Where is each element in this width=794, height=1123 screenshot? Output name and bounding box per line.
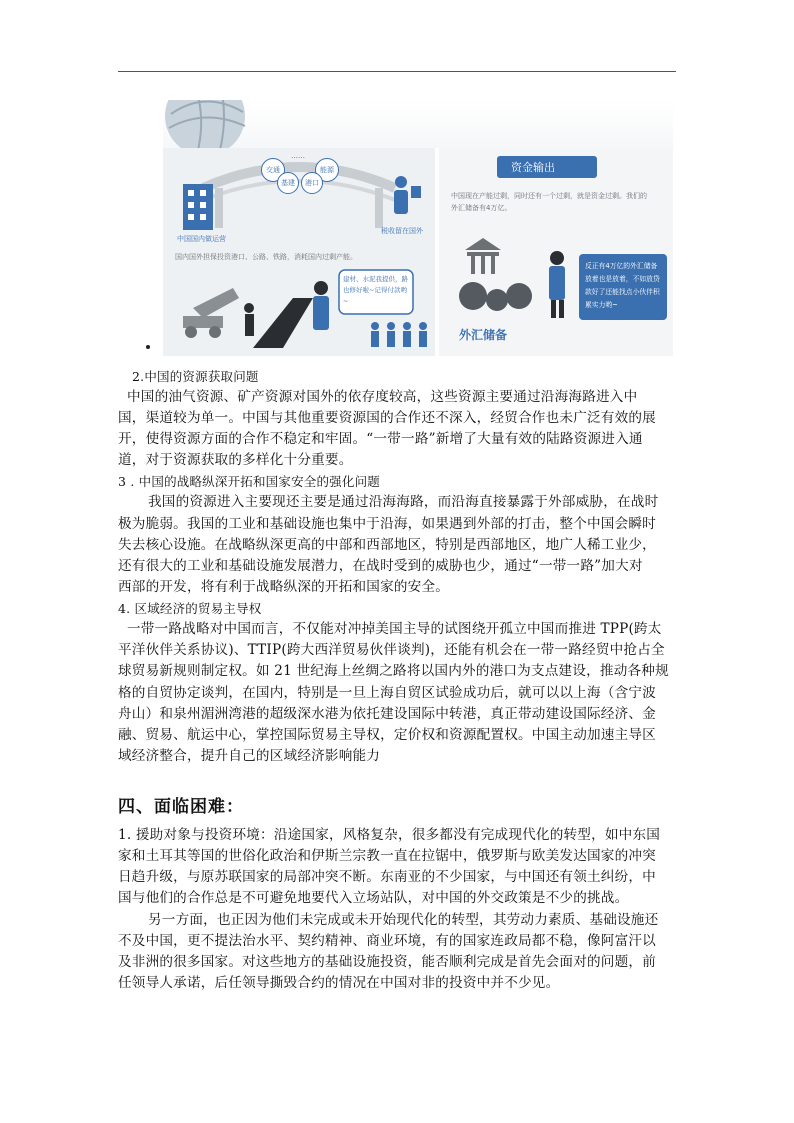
difficulty-p2-line-3: 及非洲的很多国家。对这些地方的基础设施投资，能否顺利完成是首先会面对的问题，前 bbox=[118, 954, 656, 970]
section3-line-2: 极为脆弱。我国的工业和基础设施也集中于沿海，如果遇到外部的打击，整个中国会瞬时 bbox=[118, 516, 656, 532]
section3-line-4: 还有很大的工业和基础设施发展潜力，在战时受到的威胁也少，通过“一带一路”加大对 bbox=[118, 558, 643, 574]
section4-line-6: 融、贸易、航运中心，掌控国际贸易主导权，定价权和资源配置权。中国主动加速主导区 bbox=[118, 727, 656, 743]
section4-line-2: 平洋伙伴关系协议)、TTIP(跨大西洋贸易伙伴谈判)，还能有机会在一带一路经贸中抢占全 bbox=[118, 642, 665, 658]
section4-line-3: 球贸易新规则制定权。如 21 世纪海上丝绸之路将以国内外的港口为支点建设，推动各种规 bbox=[118, 663, 669, 679]
bank-icon bbox=[465, 238, 501, 256]
label-transport: 交通 bbox=[261, 158, 285, 182]
difficulty-p2-line-4: 任领导人承诺，后任领导撕毁合约的情况在中国对非的投资中并不少见。 bbox=[118, 975, 560, 991]
list-bullet bbox=[146, 345, 150, 349]
section2-title: 2.中国的资源获取问题 bbox=[132, 369, 259, 384]
difficulty-p1-line-2: 家和土耳其等国的世俗化政治和伊斯兰宗教一直在拉锯中，俄罗斯与欧美发达国家的冲突 bbox=[118, 848, 656, 864]
difficulty-p2-line-2: 不及中国，更不提法治水平、契约精神、商业环境，有的国家连政局都不稳，像阿富汗以 bbox=[118, 933, 656, 949]
fx-reserve-label: 外汇储备 bbox=[459, 328, 508, 342]
label-port: 港口 bbox=[301, 172, 323, 194]
section4-line-1: 一带一路战略对中国而言，不仅能对冲掉美国主导的试图绕开孤立中国而推进 TPP(跨太 bbox=[127, 621, 662, 637]
difficulty-p2-line-1: 另一方面，也正因为他们未完成或未开始现代化的转型，其劳动力素质、基础设施还 bbox=[148, 912, 659, 928]
section3-line-3: 失去核心设施。在战略纵深更高的中部和西部地区，特别是西部地区，地广人稀工业少， bbox=[118, 537, 656, 553]
label-infrastructure: 基建 bbox=[277, 172, 299, 194]
label-dots: …… bbox=[291, 152, 305, 160]
label-domestic-ops: 中国国内做运营 bbox=[177, 235, 226, 243]
section2-line-4: 道，对于资源获取的多样化十分重要。 bbox=[118, 452, 353, 468]
section-four-heading: 四、面临困难： bbox=[118, 797, 244, 817]
person-icon bbox=[395, 176, 407, 188]
section4-line-4: 格的自贸协定谈判，在国内，特别是一旦上海自贸区试验成功后，就可以以上海（含宁波 bbox=[118, 685, 656, 701]
section2-line-2: 国，渠道较为单一。中国与其他重要资源国的合作还不深入，经贸合作也未广泛有效的展 bbox=[118, 410, 656, 426]
figure-top-band bbox=[163, 100, 673, 148]
label-invest-line: 国内国外担保投资港口、公路、铁路，消耗国内过剩产能。 bbox=[175, 253, 357, 261]
label-tax-abroad: 税收留在国外 bbox=[381, 227, 423, 235]
globe-icon bbox=[163, 100, 273, 154]
section3-title: 3 . 中国的战略纵深开拓和国家安全的强化问题 bbox=[118, 474, 380, 489]
belt-road-infographic bbox=[163, 100, 673, 356]
fx-illustration bbox=[439, 148, 673, 356]
crane-icon bbox=[193, 288, 239, 318]
figure-left-panel bbox=[163, 148, 435, 356]
building-icon bbox=[183, 184, 213, 230]
section3-line-1: 我国的资源进入主要现还主要是通过沿海海路，而沿海直接暴露于外部威胁，在战时 bbox=[148, 494, 659, 510]
road-icon bbox=[253, 298, 313, 348]
label-energy: 能源 bbox=[315, 158, 339, 182]
section4-line-5: 舟山）和泉州湄洲湾港的超级深水港为依托建设国际中转港，真正带动建设国际经济、金 bbox=[118, 706, 656, 722]
bubble-right-text: 反正有4万亿的外汇储备放着也是放着，不如放贷款好了还能找点小伙伴积累实力哟~ bbox=[585, 262, 660, 309]
section4-title: 4. 区域经济的贸易主导权 bbox=[118, 601, 262, 616]
section4-line-7: 域经济整合，提升自己的区域经济影响能力 bbox=[118, 748, 381, 764]
difficulty-p1-line-3: 日趋升级，与原苏联国家的局部冲突不断。东南亚的不少国家，与中国还有领土纠纷，中 bbox=[118, 869, 656, 885]
difficulty-p1-line-4: 国与他们的合作总是不可避免地要代入立场站队，对中国的外交政策是不少的挑战。 bbox=[118, 890, 629, 906]
section2-line-1: 中国的油气资源、矿产资源对国外的依存度较高，这些资源主要通过沿海海路进入中 bbox=[127, 389, 638, 405]
capital-desc: 中国现在产能过剩，同时还有一个过剩，就是资金过剩。我们的外汇储备有4万亿。 bbox=[451, 192, 647, 212]
money-bag-icon bbox=[459, 282, 487, 310]
header-rule bbox=[118, 71, 676, 72]
section3-line-5: 西部的开发，将有利于战略纵深的开拓和国家的安全。 bbox=[118, 579, 450, 595]
difficulty-p1-line-1: 1. 援助对象与投资环境：沿途国家，风格复杂，很多都没有完成现代化的转型，如中东国 bbox=[118, 827, 661, 843]
person-right-icon bbox=[550, 251, 564, 265]
figure-right-panel bbox=[439, 148, 673, 356]
bubble-left-text: 建材、水泥我提供，路也修好啦~记得付款哟~ bbox=[343, 275, 408, 305]
capital-output-title: 资金输出 bbox=[511, 161, 555, 174]
section2-line-3: 开，使得资源方面的合作不稳定和牢固。“一带一路”新增了大量有效的陆路资源进入通 bbox=[118, 431, 643, 447]
